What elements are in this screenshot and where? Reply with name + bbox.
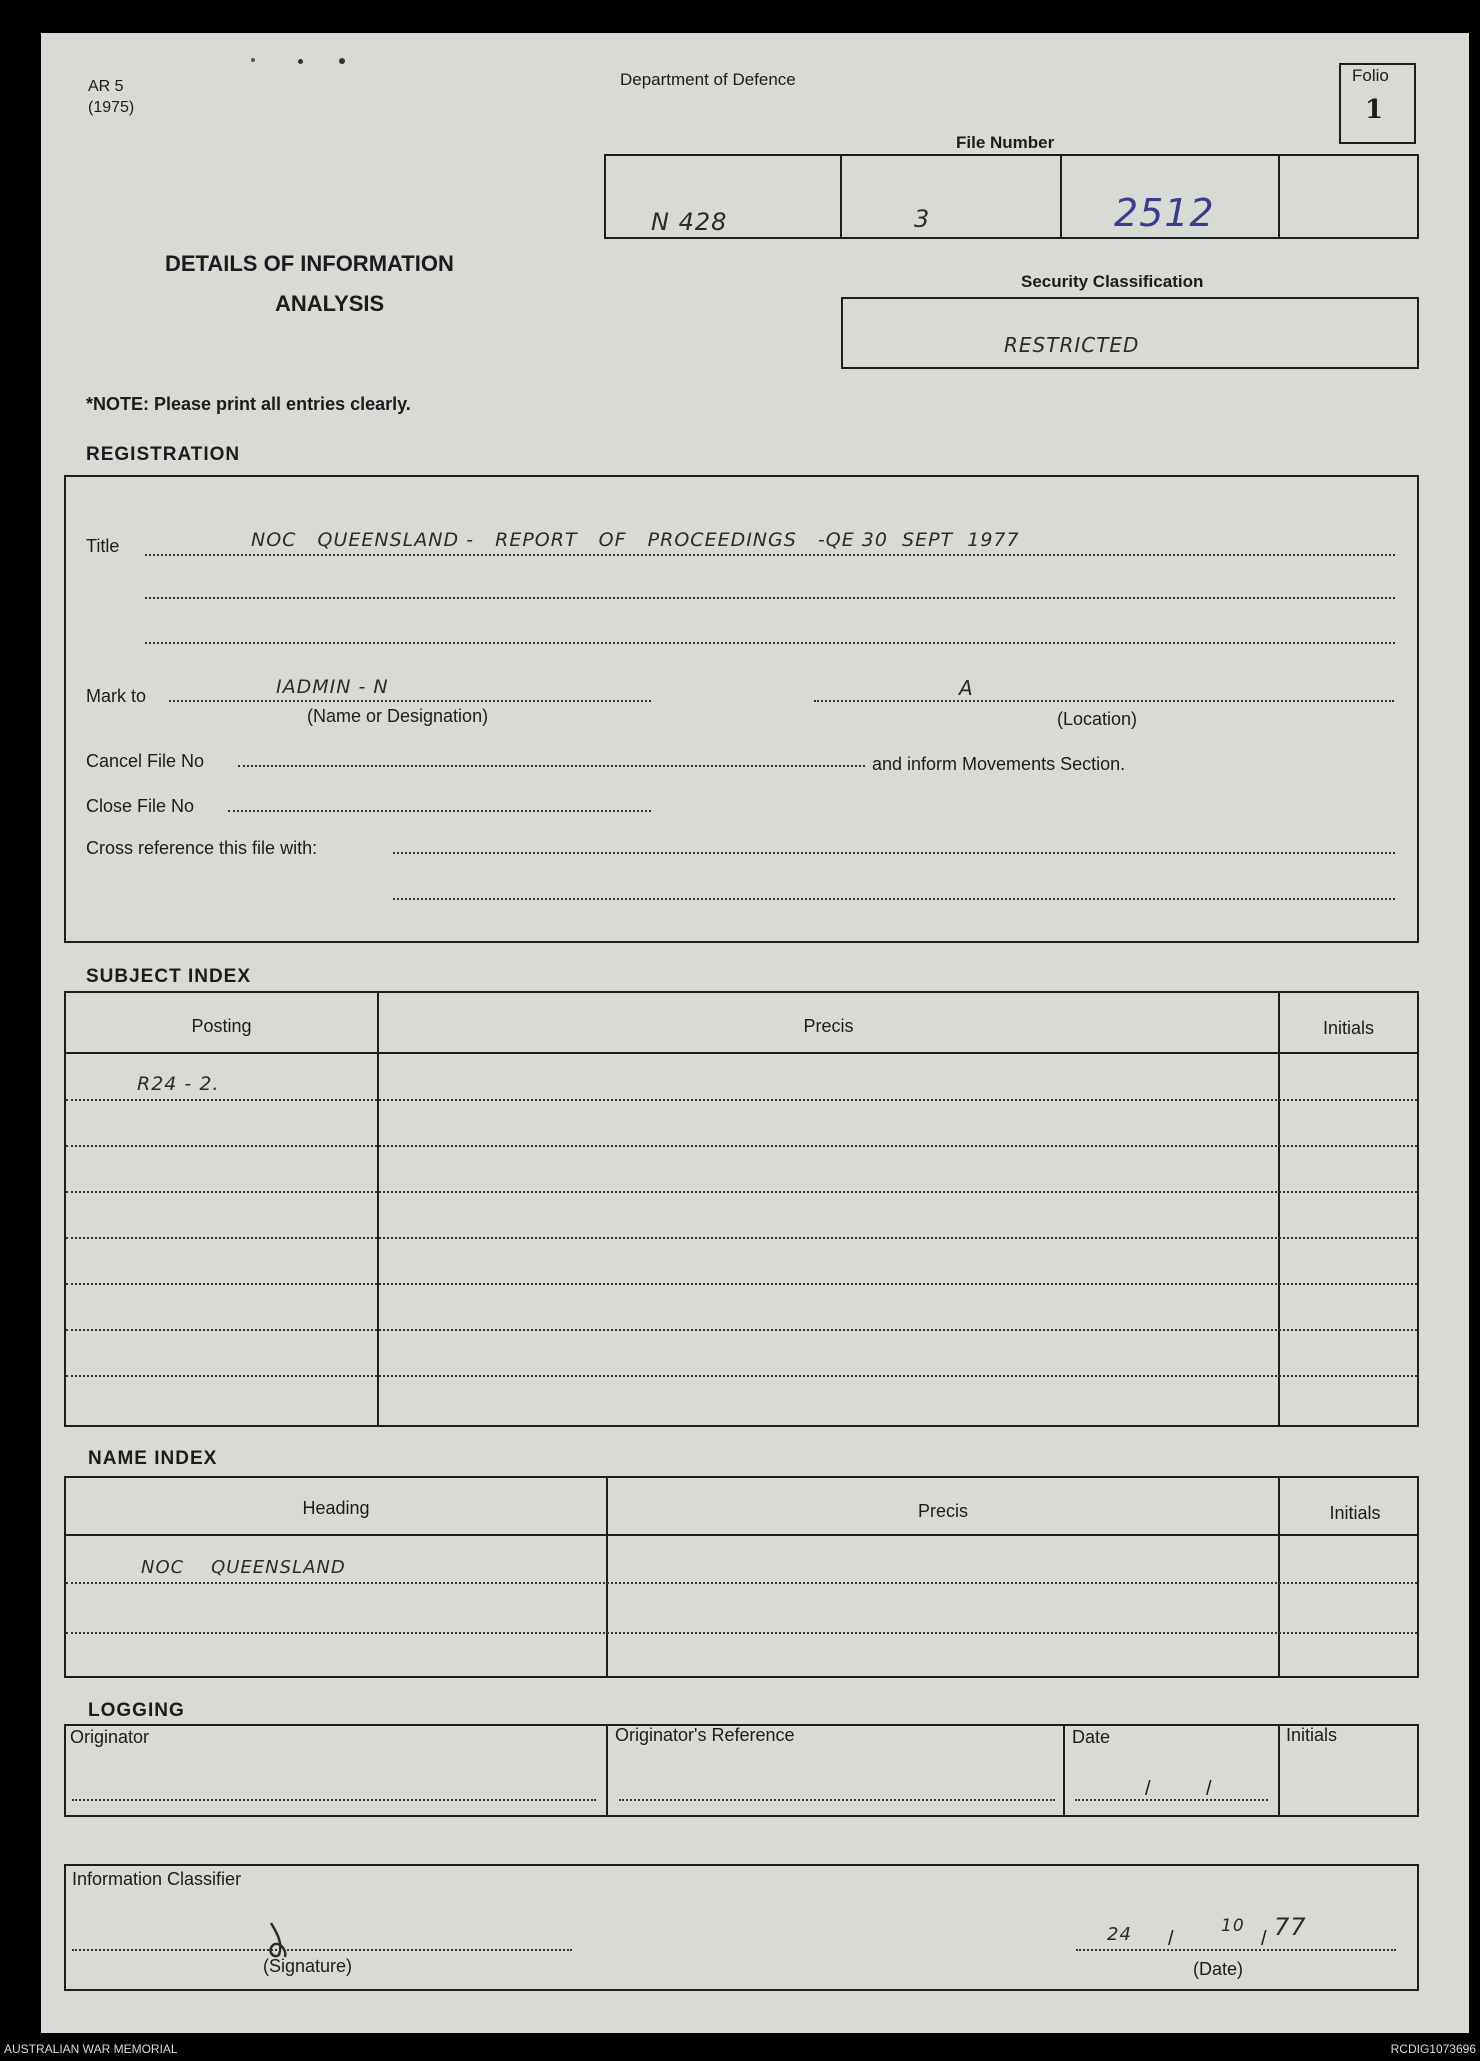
subject-index-table [64,991,1419,1427]
classifier-date-day: 24 [1107,1924,1132,1945]
subject-row-line [66,1145,1417,1147]
subject-header-rule [64,1052,1419,1054]
logging-date-slash: / [1145,1778,1151,1800]
form-title-line-1: DETAILS OF INFORMATION [165,251,454,276]
signature-mark [263,1919,293,1961]
mark-to-caption: (Name or Designation) [307,706,489,726]
classifier-date-caption: (Date) [1193,1959,1244,1979]
title-value: NOC QUEENSLAND - REPORT OF PROCEEDINGS -QE 30 SEPT 1977 [251,529,1020,551]
classifier-date-month: 10 [1221,1916,1245,1936]
subject-col-divider [1278,991,1280,1427]
logging-col-divider [1063,1724,1065,1817]
name-col-initials: Initials [1329,1503,1381,1523]
folio-number: 1 [1365,95,1384,125]
location-caption: (Location) [1057,709,1138,729]
subject-row-posting: R24 - 2. [137,1073,220,1095]
logging-date-label: Date [1072,1727,1111,1747]
file-number-divider [1060,154,1062,239]
logging-originator-label: Originator [70,1727,150,1747]
form-code: AR 5 [88,78,124,95]
logging-reference-line [619,1799,1055,1801]
cross-reference-line-2 [393,898,1395,900]
name-col-precis: Precis [917,1501,968,1521]
department-name: Department of Defence [620,70,796,89]
subject-col-divider [377,991,379,1427]
form-title-line-2: ANALYSIS [275,291,385,316]
title-line-3 [145,642,1395,644]
name-col-heading: Heading [302,1498,370,1518]
file-number-part-1: N 428 [651,208,728,236]
subject-index-heading: SUBJECT INDEX [86,966,252,987]
mark-to-line [169,700,651,702]
folio-label: Folio [1352,66,1389,85]
subject-col-initials: Initials [1322,1018,1375,1038]
subject-row-line [66,1099,1417,1101]
logging-col-divider [1278,1724,1280,1817]
name-header-rule [64,1534,1419,1536]
form-year: (1975) [88,99,135,116]
name-row-heading: NOC QUEENSLAND [141,1557,346,1578]
logging-col-divider [606,1724,608,1817]
cross-reference-label: Cross reference this file with: [86,838,318,858]
logging-originator-line [72,1799,596,1801]
classifier-label: Information Classifier [72,1869,242,1889]
classifier-date-slash: / [1168,1928,1174,1950]
mark-to-value: IADMIN - N [276,676,389,698]
cancel-file-line [238,765,865,767]
file-number-label: File Number [956,133,1055,152]
file-number-divider [840,154,842,239]
punch-mark [251,58,255,62]
subject-row-line [66,1329,1417,1331]
cross-reference-line-1 [393,852,1395,854]
print-note: *NOTE: Please print all entries clearly. [86,394,411,414]
signature-line [72,1949,572,1951]
security-value: RESTRICTED [1004,333,1140,357]
file-number-part-2: 3 [914,205,931,233]
logging-initials-label: Initials [1286,1725,1338,1745]
punch-mark [298,59,303,64]
subject-col-precis: Precis [803,1016,854,1036]
file-number-part-3: 2512 [1114,191,1215,235]
registration-heading: REGISTRATION [86,444,241,465]
subject-row-line [66,1191,1417,1193]
signature-caption: (Signature) [263,1956,353,1976]
mark-to-label: Mark to [86,686,147,706]
logging-date-line [1075,1799,1268,1801]
security-label: Security Classification [1021,272,1204,291]
location-line [814,700,1394,702]
subject-row-line [66,1237,1417,1239]
name-index-heading: NAME INDEX [88,1448,218,1469]
form-sheet [41,33,1469,2033]
close-file-line [228,810,651,812]
name-row-line [66,1582,1417,1584]
close-file-label: Close File No [86,796,195,816]
footer-credit: AUSTRALIAN WAR MEMORIAL [4,2042,178,2056]
title-line-1 [145,554,1395,556]
file-number-divider [1278,154,1280,239]
logging-heading: LOGGING [88,1700,185,1721]
classifier-date-slash: / [1261,1928,1267,1950]
footer-record-id: RCDIG1073696 [1390,2042,1476,2056]
subject-row-line [66,1283,1417,1285]
classifier-date-line [1076,1949,1396,1951]
location-value: A [959,676,974,700]
name-row-line [66,1632,1417,1634]
title-line-2 [145,597,1395,599]
subject-col-posting: Posting [191,1016,252,1036]
cancel-file-label: Cancel File No [86,751,205,771]
logging-reference-label: Originator's Reference [615,1725,795,1745]
classifier-date-year: 77 [1274,1913,1307,1941]
logging-date-slash: / [1206,1778,1212,1800]
title-label: Title [86,536,120,556]
subject-row-line [66,1375,1417,1377]
punch-mark [339,58,345,64]
cancel-file-suffix: and inform Movements Section. [872,754,1126,774]
